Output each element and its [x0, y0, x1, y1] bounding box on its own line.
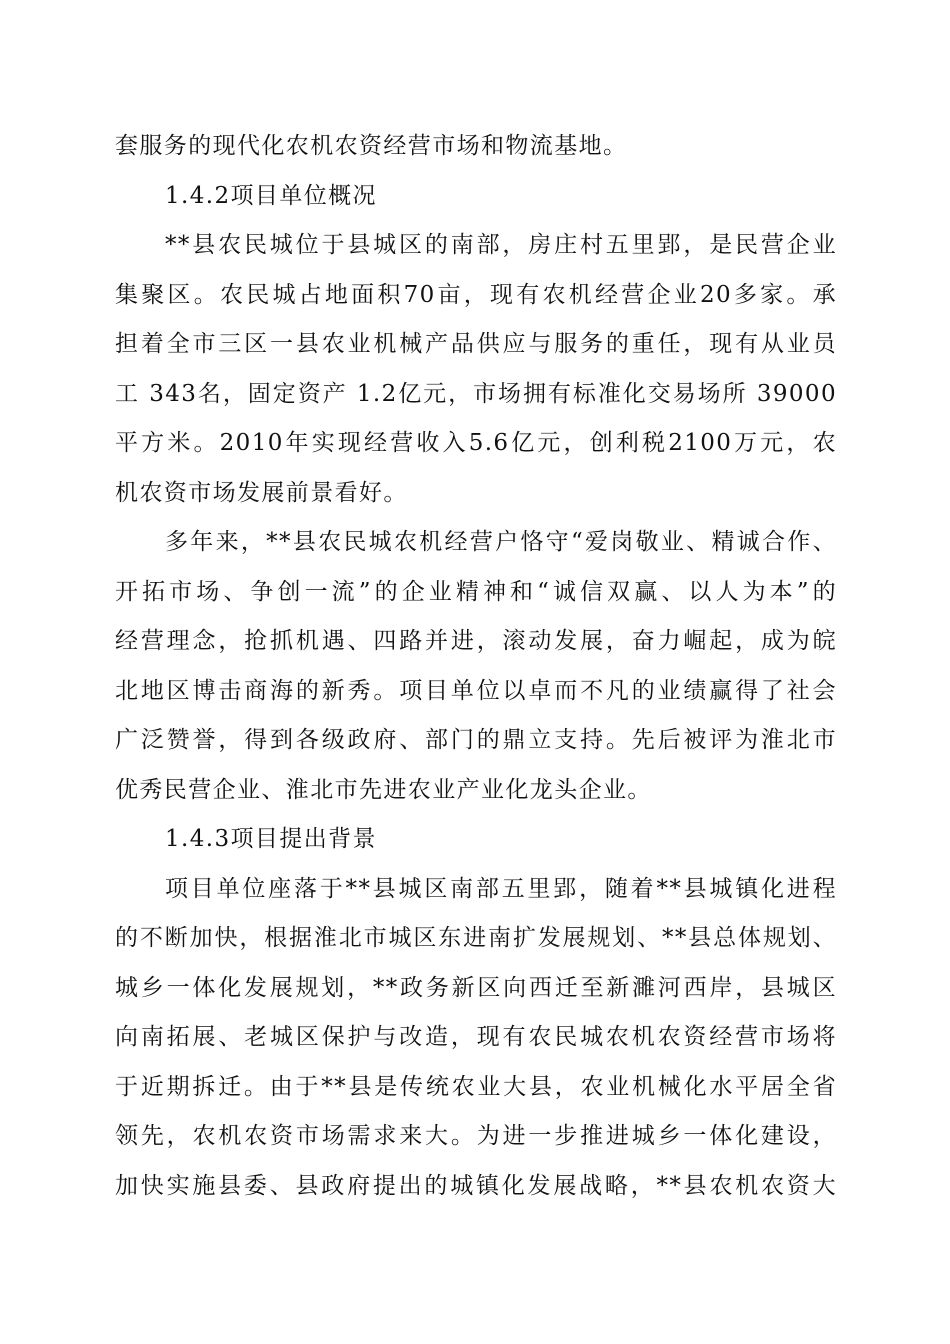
text-line: 向南拓展、老城区保护与改造，现有农民城农机农资经营市场将 [115, 1024, 837, 1050]
text-line: 套服务的现代化农机农资经营市场和物流基地。 [115, 133, 628, 159]
text-line: 城乡一体化发展规划，**政务新区向西迁至新濉河西岸，县城区 [115, 974, 837, 1001]
text-line: 担着全市三区一县农业机械产品供应与服务的重任，现有从业员 [115, 331, 837, 357]
section-heading: 1.4.3项目提出背景 [165, 826, 377, 852]
text-line: 北地区博击商海的新秀。项目单位以卓而不凡的业绩赢得了社会 [115, 677, 837, 704]
text-line: 于近期拆迁。由于**县是传统农业大县，农业机械化水平居全省 [115, 1073, 837, 1100]
text-line: 集聚区。农民城占地面积70亩，现有农机经营企业20多家。承 [115, 281, 837, 308]
text-line: 开拓市场、争创一流”的企业精神和“诚信双赢、以人为本”的 [115, 578, 837, 605]
text-line: 项目单位座落于**县城区南部五里郢，随着**县城镇化进程 [165, 875, 837, 902]
text-line: 加快实施县委、县政府提出的城镇化发展战略，**县农机农资大 [115, 1172, 837, 1199]
text-line: 经营理念，抢抓机遇、四路并进，滚动发展，奋力崛起，成为皖 [115, 628, 837, 654]
section-heading: 1.4.2项目单位概况 [165, 182, 377, 209]
text-line: 多年来，**县农民城农机经营户恪守“爱岗敬业、精诚合作、 [165, 529, 837, 555]
text-line: 平方米。2010年实现经营收入5.6亿元，创利税2100万元，农 [115, 430, 837, 456]
text-line: 领先，农机农资市场需求来大。为进一步推进城乡一体化建设， [115, 1123, 837, 1149]
text-line: 优秀民营企业、淮北市先进农业产业化龙头企业。 [115, 776, 652, 803]
text-line: 机农资市场发展前景看好。 [115, 479, 408, 506]
text-line: **县农民城位于县城区的南部，房庄村五里郢，是民营企业 [165, 232, 837, 258]
text-line: 工 343名，固定资产 1.2亿元，市场拥有标准化交易场所 39000 [115, 380, 837, 407]
text-line: 的不断加快，根据淮北市城区东进南扩发展规划、**县总体规划、 [115, 925, 837, 951]
document-body [115, 122, 837, 1211]
text-line: 广泛赞誉，得到各级政府、部门的鼎立支持。先后被评为淮北市 [115, 727, 837, 753]
